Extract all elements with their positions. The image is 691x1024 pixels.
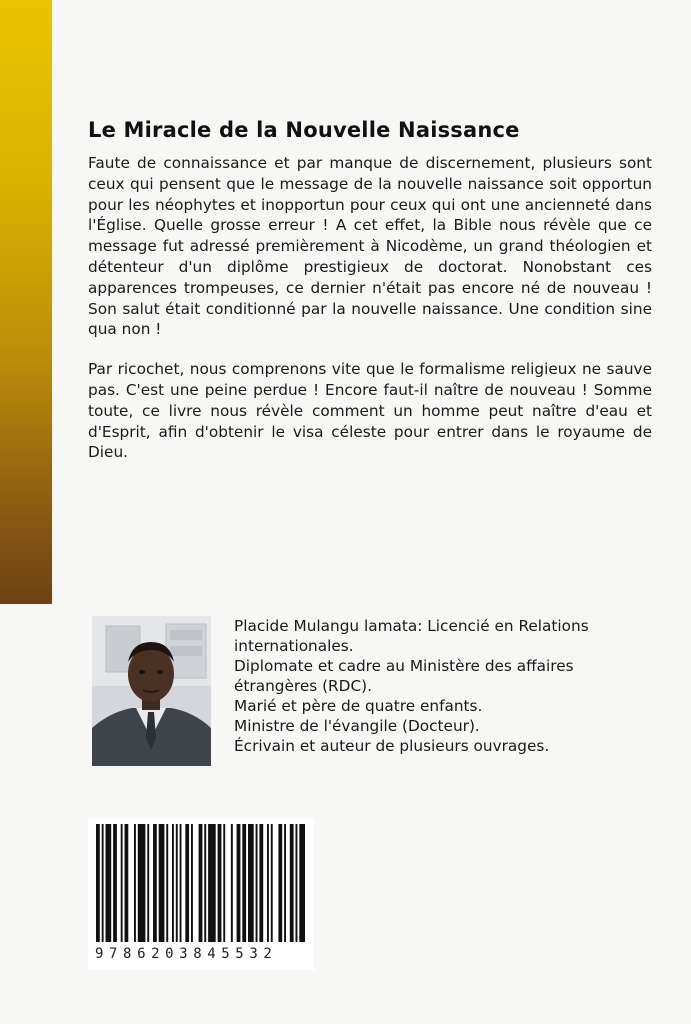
author-bio-line: Écrivain et auteur de plusieurs ouvrages.: [234, 737, 550, 755]
summary-paragraph-2: Par ricochet, nous comprenons vite que le formalisme religieux ne sauve pas. C'est une peine perdue ! Encore faut-il naître de nouveau ! Somme toute, ce livre nous révèle comment un homme peut naître d'eau et d'Esprit, afin d'obtenir le visa céleste pour entrer dans le royaume de Dieu.: [88, 360, 652, 462]
book-title: Le Miracle de la Nouvelle Naissance: [88, 118, 520, 142]
author-bio: [234, 616, 654, 756]
author-bio-line: Placide Mulangu lamata: Licencié en Relations internationales.: [234, 617, 589, 655]
author-bio-line: Ministre de l'évangile (Docteur).: [234, 717, 480, 735]
author-portrait-image: [92, 616, 211, 766]
decorative-side-bar: [0, 0, 52, 604]
barcode-bars: [88, 818, 314, 946]
barcode-digits: 9786203845532: [95, 946, 278, 962]
author-photo: [92, 616, 211, 766]
summary-paragraph-1: Faute de connaissance et par manque de discernement, plusieurs sont ceux qui pensent que le message de la nouvelle naissance soit opportun pour les néophytes et inopportun pour ceux qui ont une ancienneté dans l'Église. Quelle grosse erreur ! A cet effet, la Bible nous révèle que ce message fut adressé premièrement à Nicodème, un grand théologien et détenteur d'un diplôme prestigieux de doctorat. Nonobstant ces apparences trompeuses, ce dernier n'était pas encore né de nouveau ! Son salut était conditionné par la nouvelle naissance. Une condition sine qua non !: [88, 154, 652, 339]
isbn-barcode: [88, 818, 314, 970]
author-bio-line: Marié et père de quatre enfants.: [234, 697, 483, 715]
author-bio-line: Diplomate et cadre au Ministère des affaires étrangères (RDC).: [234, 657, 574, 695]
back-cover-text: [88, 116, 652, 463]
